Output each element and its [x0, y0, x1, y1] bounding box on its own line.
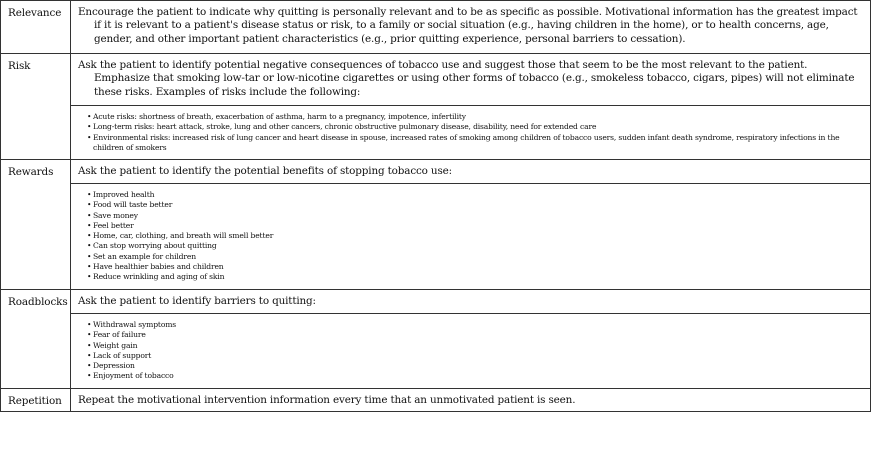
list-item-text: Have healthier babies and children: [93, 262, 224, 272]
bullet-icon: •: [87, 231, 92, 241]
list-item-text: Enjoyment of tobacco: [93, 371, 174, 381]
list-item: [84, 320, 862, 330]
list-item-text: Reduce wrinkling and aging of skin: [93, 272, 225, 282]
bullet-icon: •: [87, 241, 92, 251]
row-label-relevance: Relevance: [1, 1, 71, 54]
rewards-text: Ask the patient to identify the potential benefits of stopping tobacco use:: [78, 165, 453, 177]
row-content-rewards: [71, 160, 871, 290]
list-item: [84, 221, 862, 231]
relevance-text: Encourage the patient to indicate why quitting is personally relevant and to be as specific as possible. Motivational information has the greatest impact if it is relevant to a patient's disease status or risk, to a family or social situation (e.g., having children in the home), or to health concerns, age, gender, and other important patient characteristics (e.g., prior quitting experience, personal barriers to cessation).: [78, 6, 858, 45]
bullet-icon: •: [87, 132, 92, 142]
bullet-icon: •: [87, 122, 92, 132]
bullet-icon: •: [87, 340, 92, 350]
table-row-roadblocks: [1, 290, 871, 389]
row-label-rewards: Rewards: [1, 160, 71, 290]
bullet-icon: •: [87, 371, 92, 381]
list-item-text: Lack of support: [93, 350, 152, 360]
risk-examples: [71, 105, 870, 159]
list-item: [84, 112, 862, 122]
list-item: [84, 241, 862, 251]
roadblocks-list: [84, 320, 862, 382]
bullet-icon: •: [87, 200, 92, 210]
row-label-roadblocks: Roadblocks: [1, 290, 71, 389]
bullet-icon: •: [87, 350, 92, 360]
list-item-text: Acute risks: shortness of breath, exacerbation of asthma, harm to a pregnancy, impotence, infertility: [93, 112, 466, 121]
list-item: [84, 190, 862, 200]
list-item-text: Home, car, clothing, and breath will smell better: [93, 231, 274, 241]
bullet-icon: •: [87, 190, 92, 199]
list-item-text: Environmental risks: increased risk of lung cancer and heart disease in spouse, increased rates of smoking among children of tobacco users, sudden infant death syndrome, respiratory infections in the children of smokers: [93, 132, 840, 152]
row-content-risk: [71, 54, 871, 160]
bullet-icon: •: [87, 330, 92, 340]
roadblocks-text: Ask the patient to identify barriers to quitting:: [78, 295, 316, 307]
list-item-text: Set an example for children: [93, 251, 196, 261]
row-label-repetition: Repetition: [1, 389, 71, 412]
table-row-risk: [1, 54, 871, 160]
list-item: [84, 211, 862, 221]
repetition-text: Repeat the motivational intervention information every time that an unmotivated patient is seen.: [78, 394, 576, 406]
list-item: [84, 361, 862, 371]
list-item: [84, 231, 862, 241]
list-item-text: Save money: [93, 210, 138, 220]
row-label-risk: Risk: [1, 54, 71, 160]
risk-text: Ask the patient to identify potential negative consequences of tobacco use and suggest those that seem to be the most relevant to the patient. Emphasize that smoking low-tar or low-nicotine cigarettes or using other forms of tobacco (e.g., smokeless tobacco, cigars, pipes) will not eliminate these risks. Examples of risks include the following:: [78, 59, 855, 98]
rewards-benefits: [71, 183, 870, 289]
bullet-icon: •: [87, 262, 92, 272]
list-item: [84, 330, 862, 340]
list-item: [84, 341, 862, 351]
bullet-icon: •: [87, 361, 92, 371]
bullet-icon: •: [87, 272, 92, 282]
list-item-text: Fear of failure: [93, 330, 146, 340]
list-item-text: Long-term risks: heart attack, stroke, lung and other cancers, chronic obstructive pulmonary disease, disability, need for extended care: [93, 122, 597, 132]
bullet-icon: •: [87, 210, 92, 220]
list-item-text: Food will taste better: [93, 200, 173, 210]
list-item-text: Depression: [93, 361, 135, 371]
list-item: [84, 371, 862, 381]
list-item-text: Withdrawal symptoms: [93, 320, 177, 329]
list-item: [84, 122, 862, 132]
table-row-relevance: [1, 1, 871, 54]
list-item-text: Feel better: [93, 220, 134, 230]
list-item-text: Improved health: [93, 190, 155, 199]
list-item: [84, 272, 862, 282]
bullet-icon: •: [87, 320, 92, 329]
list-item: [84, 133, 862, 154]
table-row-repetition: [1, 389, 871, 412]
list-item: [84, 252, 862, 262]
row-content-roadblocks: [71, 290, 871, 389]
row-content-repetition: [71, 389, 871, 412]
bullet-icon: •: [87, 220, 92, 230]
risk-list: [84, 112, 862, 153]
list-item: [84, 200, 862, 210]
list-item: [84, 262, 862, 272]
list-item-text: Can stop worrying about quitting: [93, 241, 217, 251]
list-item-text: Weight gain: [93, 340, 138, 350]
table-row-rewards: [1, 160, 871, 290]
bullet-icon: •: [87, 112, 92, 121]
bullet-icon: •: [87, 251, 92, 261]
row-content-relevance: [71, 1, 871, 54]
roadblocks-barriers: [71, 313, 870, 388]
list-item: [84, 351, 862, 361]
rewards-list: [84, 190, 862, 283]
